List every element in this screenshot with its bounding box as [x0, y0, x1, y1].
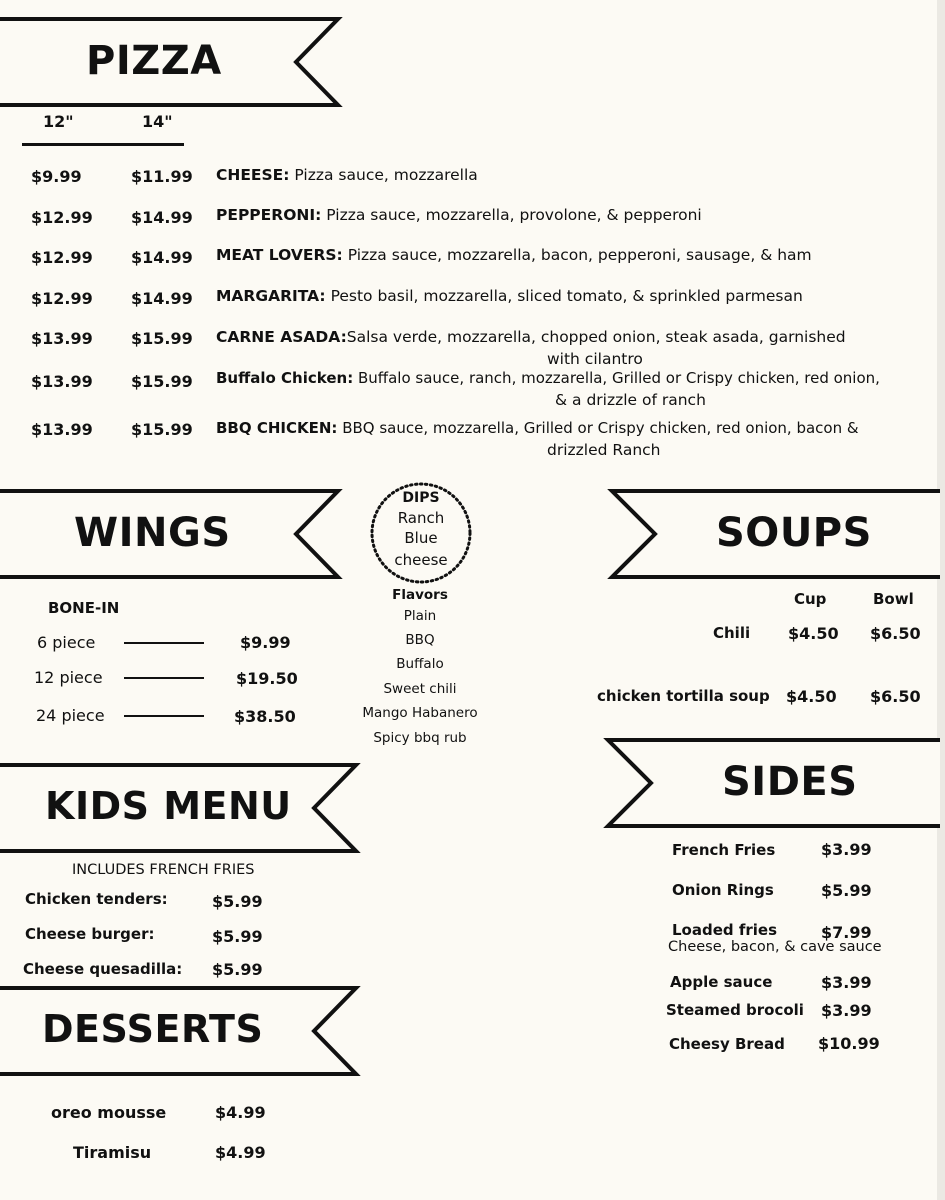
- flavor-item: Mango Habanero: [362, 705, 478, 721]
- wing-price: $19.50: [236, 669, 298, 688]
- wing-price: $9.99: [240, 633, 291, 652]
- sides-banner: [603, 737, 940, 829]
- kids-title: KIDS MENU: [45, 784, 292, 828]
- dip-item: Blue: [404, 529, 438, 547]
- side-name: Apple sauce: [670, 973, 773, 991]
- price-14: $14.99: [131, 289, 193, 308]
- soup-name: Chili: [713, 624, 751, 642]
- price-14: $15.99: [131, 372, 193, 391]
- soup-cup-price: $4.50: [786, 687, 837, 706]
- pizza-name: PEPPERONI:: [216, 206, 322, 224]
- wing-label: 6 piece: [37, 633, 96, 652]
- pizza-desc: Pizza sauce, mozzarella: [294, 166, 478, 184]
- price-14: $14.99: [131, 248, 193, 267]
- leader-line: [124, 715, 204, 717]
- kids-banner: [0, 762, 363, 854]
- desserts-title: DESSERTS: [42, 1007, 264, 1051]
- scrollbar[interactable]: [937, 0, 945, 1200]
- side-price: $3.99: [821, 840, 872, 859]
- side-note: Cheese, bacon, & cave sauce: [668, 939, 882, 955]
- kids-item-price: $5.99: [212, 892, 263, 911]
- kids-note: INCLUDES FRENCH FRIES: [72, 862, 255, 878]
- pizza-desc-continued: & a drizzle of ranch: [555, 391, 706, 409]
- pizza-name: MARGARITA:: [216, 287, 326, 305]
- price-12: $12.99: [31, 289, 93, 308]
- price-12: $9.99: [31, 167, 82, 186]
- desserts-banner: [0, 985, 363, 1077]
- dip-item: cheese: [394, 551, 448, 569]
- pizza-line: [216, 328, 846, 346]
- leader-line: [124, 677, 204, 679]
- pizza-desc-continued: drizzled Ranch: [547, 441, 661, 459]
- side-name: French Fries: [672, 841, 776, 859]
- pizza-desc: Pizza sauce, mozzarella, bacon, pepperoni, sausage, & ham: [347, 246, 812, 264]
- wings-subtitle: BONE-IN: [48, 599, 120, 617]
- dips-title: DIPS: [402, 490, 440, 506]
- pizza-line: [216, 287, 803, 305]
- kids-item-price: $5.99: [212, 927, 263, 946]
- flavor-item: Buffalo: [396, 656, 444, 672]
- pizza-desc-continued: with cilantro: [547, 350, 643, 368]
- soup-cup-price: $4.50: [788, 624, 839, 643]
- wing-label: 24 piece: [36, 706, 105, 725]
- pizza-line: [216, 369, 880, 387]
- soup-bowl-price: $6.50: [870, 687, 921, 706]
- pizza-desc: Salsa verde, mozzarella, chopped onion, steak asada, garnished: [346, 328, 846, 346]
- price-12: $12.99: [31, 248, 93, 267]
- soups-banner: [607, 488, 940, 580]
- flavor-item: BBQ: [405, 632, 435, 648]
- side-name: Onion Rings: [672, 881, 774, 899]
- pizza-desc: Pizza sauce, mozzarella, provolone, & pepperoni: [326, 206, 702, 224]
- pizza-name: CARNE ASADA:: [216, 328, 347, 346]
- sides-title: SIDES: [722, 759, 858, 805]
- pizza-desc: BBQ sauce, mozzarella, Grilled or Crispy chicken, red onion, bacon &: [342, 419, 859, 437]
- wings-title: WINGS: [74, 510, 231, 556]
- side-name: Cheesy Bread: [669, 1035, 785, 1053]
- wing-label: 12 piece: [34, 668, 103, 687]
- side-price: $5.99: [821, 881, 872, 900]
- soup-name: chicken tortilla soup: [597, 687, 770, 705]
- price-14: $15.99: [131, 329, 193, 348]
- soup-header-bowl: Bowl: [873, 590, 914, 608]
- soup-bowl-price: $6.50: [870, 624, 921, 643]
- side-name: Steamed brocoli: [666, 1001, 804, 1019]
- pizza-title: PIZZA: [86, 38, 222, 84]
- pizza-desc: Pesto basil, mozzarella, sliced tomato, & sprinkled parmesan: [330, 287, 803, 305]
- price-12: $12.99: [31, 208, 93, 227]
- pizza-banner: [0, 16, 345, 108]
- side-name: Loaded fries: [672, 921, 778, 939]
- dessert-price: $4.99: [215, 1103, 266, 1122]
- flavor-item: Plain: [403, 608, 437, 624]
- price-12: $13.99: [31, 329, 93, 348]
- pizza-name: Buffalo Chicken:: [216, 369, 354, 387]
- price-14: $11.99: [131, 167, 193, 186]
- pizza-line: [216, 206, 702, 224]
- side-price: $7.99: [821, 923, 872, 942]
- size-header-12: 12": [43, 112, 74, 131]
- pizza-name: MEAT LOVERS:: [216, 246, 343, 264]
- price-12: $13.99: [31, 420, 93, 439]
- soup-header-cup: Cup: [794, 590, 827, 608]
- kids-item-name: Chicken tenders:: [25, 890, 168, 908]
- flavor-item: Spicy bbq rub: [373, 730, 467, 746]
- side-price: $3.99: [821, 1001, 872, 1020]
- flavor-item: Sweet chili: [383, 681, 457, 697]
- pizza-name: CHEESE:: [216, 166, 290, 184]
- pizza-line: [216, 246, 812, 264]
- dips-badge: [369, 481, 473, 585]
- side-price: $10.99: [818, 1034, 880, 1053]
- pizza-name: BBQ CHICKEN:: [216, 419, 338, 437]
- dessert-price: $4.99: [215, 1143, 266, 1162]
- price-12: $13.99: [31, 372, 93, 391]
- leader-line: [124, 642, 204, 644]
- pizza-line: [216, 166, 478, 184]
- pizza-desc: Buffalo sauce, ranch, mozzarella, Grilled or Crispy chicken, red onion,: [357, 369, 880, 387]
- kids-item-price: $5.99: [212, 960, 263, 979]
- price-14: $15.99: [131, 420, 193, 439]
- kids-item-name: Cheese quesadilla:: [23, 960, 183, 978]
- dessert-name: Tiramisu: [73, 1143, 152, 1162]
- flavors-title: Flavors: [392, 587, 448, 603]
- dessert-name: oreo mousse: [51, 1103, 167, 1122]
- soups-title: SOUPS: [716, 510, 872, 556]
- wings-banner: [0, 488, 345, 580]
- pizza-line: [216, 419, 859, 437]
- size-header-14: 14": [142, 112, 173, 131]
- side-price: $3.99: [821, 973, 872, 992]
- price-14: $14.99: [131, 208, 193, 227]
- dip-item: Ranch: [397, 509, 445, 527]
- wing-price: $38.50: [234, 707, 296, 726]
- kids-item-name: Cheese burger:: [25, 925, 155, 943]
- size-header-rule: [22, 143, 184, 146]
